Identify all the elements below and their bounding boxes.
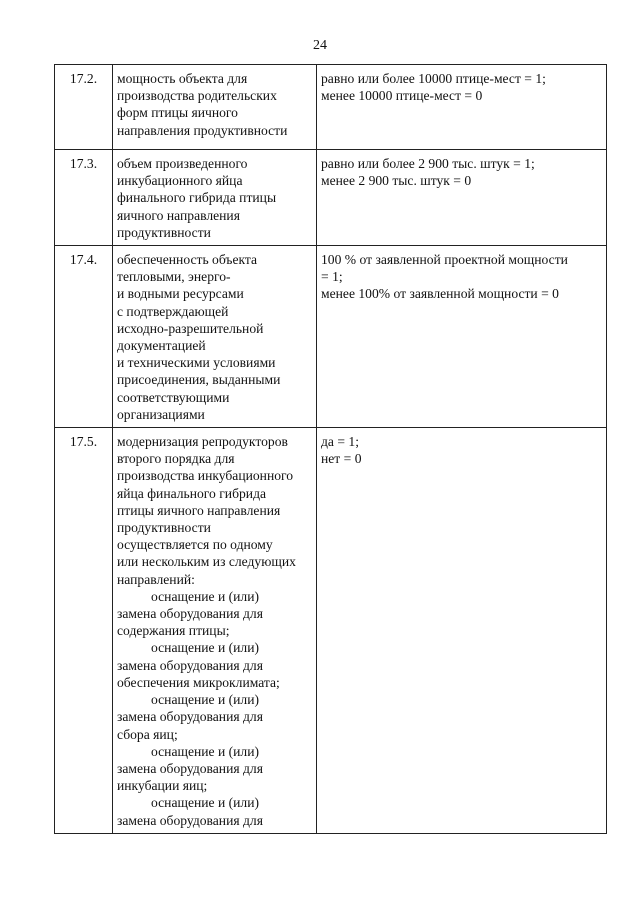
criterion-cell — [113, 246, 317, 428]
value-line: нет = 0 — [321, 451, 362, 467]
criterion-line: инкубации яиц; — [117, 778, 208, 794]
value-line: = 1; — [321, 269, 343, 285]
criterion-list-item: оснащение и (или) — [151, 795, 260, 811]
row-number: 17.4. — [55, 246, 113, 428]
criterion-line: или нескольким из следующих — [117, 554, 296, 570]
value-cell — [317, 150, 607, 246]
criterion-list-item: оснащение и (или) — [151, 640, 260, 656]
table-row — [55, 246, 607, 428]
criterion-cell — [113, 428, 317, 834]
criterion-line: производства инкубационного — [117, 468, 294, 484]
criterion-line: объем произведенного — [117, 156, 248, 171]
value-line: равно или более 10000 птице-мест = 1; — [321, 71, 546, 86]
criterion-list-item: оснащение и (или) — [151, 588, 260, 604]
value-line: да = 1; — [321, 434, 359, 450]
value-cell — [317, 246, 607, 428]
value-line: менее 2 900 тыс. штук = 0 — [321, 173, 472, 189]
criterion-line: продуктивности — [117, 224, 211, 240]
row-number: 17.5. — [55, 428, 113, 834]
table-row — [55, 428, 607, 834]
criterion-line: организациями — [117, 406, 205, 422]
criterion-line: содержания птицы; — [117, 623, 230, 639]
criterion-line: птицы яичного направления — [117, 502, 281, 518]
criterion-line: второго порядка для — [117, 451, 235, 467]
criterion-line: яичного направления — [117, 207, 240, 223]
criterion-line: осуществляется по одному — [117, 537, 273, 553]
criterion-line: и водными ресурсами — [117, 286, 244, 302]
value-line: менее 10000 птице-мест = 0 — [321, 88, 483, 104]
criterion-cell — [113, 150, 317, 246]
value-line: менее 100% от заявленной мощности = 0 — [321, 286, 559, 302]
criterion-line: документацией — [117, 338, 206, 354]
row-number: 17.2. — [55, 65, 113, 150]
criterion-line: продуктивности — [117, 520, 211, 536]
criterion-line: финального гибрида птицы — [117, 190, 277, 206]
criterion-line: замена оборудования для — [117, 606, 263, 622]
criterion-line: исходно-разрешительной — [117, 320, 264, 336]
criterion-line: обеспеченность объекта — [117, 252, 258, 268]
value-line: равно или более 2 900 тыс. штук = 1; — [321, 156, 535, 171]
criterion-cell — [113, 65, 317, 150]
criterion-line: производства родительских — [117, 88, 277, 104]
criterion-line: обеспечения микроклимата; — [117, 674, 280, 690]
value-line: 100 % от заявленной проектной мощности — [321, 252, 568, 268]
criterion-line: замена оборудования для — [117, 812, 263, 828]
value-cell — [317, 65, 607, 150]
criterion-line: мощность объекта для — [117, 71, 248, 86]
criterion-line: и техническими условиями — [117, 355, 276, 371]
criterion-line: форм птицы яичного — [117, 105, 238, 121]
criterion-line: инкубационного яйца — [117, 173, 243, 189]
criterion-line: замена оборудования для — [117, 657, 263, 673]
criterion-line: с подтверждающей — [117, 303, 229, 319]
criterion-list-item: оснащение и (или) — [151, 743, 260, 759]
criterion-list-item: оснащение и (или) — [151, 692, 260, 708]
value-cell — [317, 428, 607, 834]
table-row — [55, 65, 607, 150]
criterion-line: направлений: — [117, 571, 195, 587]
criterion-line: тепловыми, энерго- — [117, 269, 231, 285]
row-number: 17.3. — [55, 150, 113, 246]
criterion-line: модернизация репродукторов — [117, 434, 288, 450]
criteria-table — [54, 64, 607, 834]
criterion-line: сбора яиц; — [117, 726, 178, 742]
criterion-line: замена оборудования для — [117, 709, 263, 725]
page-number: 24 — [313, 38, 327, 53]
table-row — [55, 150, 607, 246]
criterion-line: присоединения, выданными — [117, 372, 281, 388]
criterion-line: соответствующими — [117, 389, 230, 405]
criterion-line: направления продуктивности — [117, 122, 288, 138]
criterion-line: яйца финального гибрида — [117, 485, 267, 501]
criterion-line: замена оборудования для — [117, 760, 263, 776]
